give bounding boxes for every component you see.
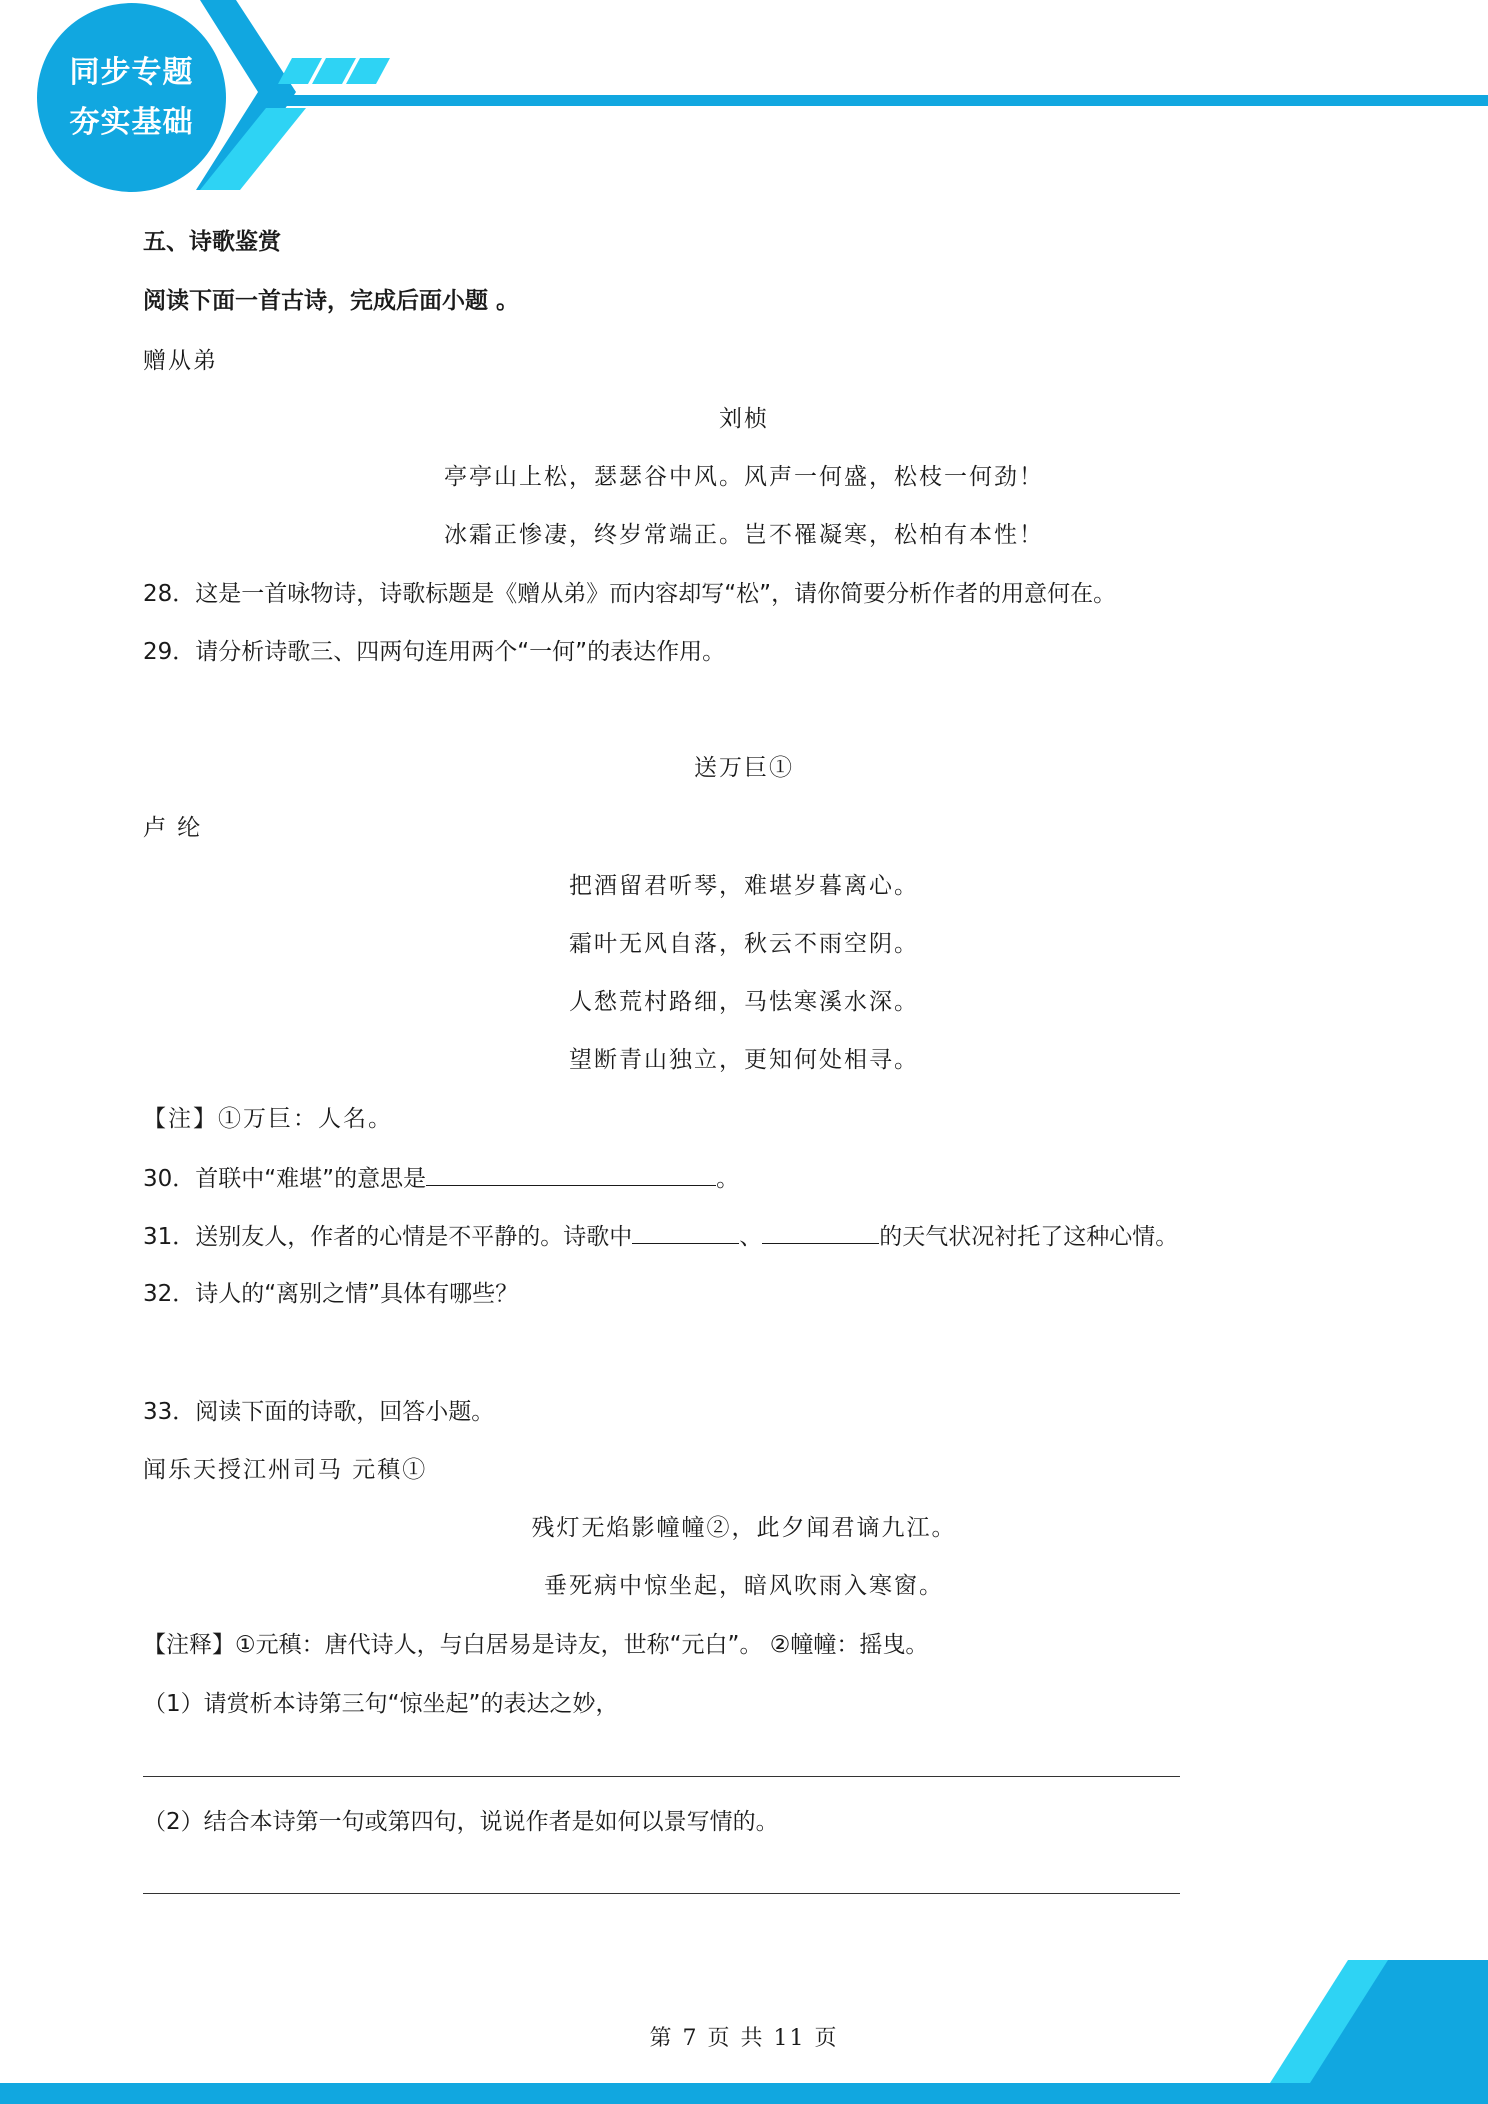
question-30 (143, 1163, 739, 1194)
question-31-separator: 、 (739, 1224, 763, 1250)
poem2-line-2: 霜叶无风自落，秋云不雨空阴。 (569, 931, 919, 957)
question-30-text: 30．首联中“难堪”的意思是 (143, 1166, 427, 1192)
poem2-title: 送万巨① (694, 755, 794, 781)
question-32: 32．诗人的“离别之情”具体有哪些？ (143, 1281, 519, 1307)
question-33-sub-2: （2）结合本诗第一句或第四句，说说作者是如何以景写情的。 (143, 1809, 779, 1835)
answer-blank[interactable] (762, 1221, 879, 1244)
answer-blank[interactable] (632, 1221, 739, 1244)
poem3-line-1: 残灯无焰影幢幢②，此夕闻君谪九江。 (531, 1515, 957, 1541)
answer-blank[interactable] (426, 1163, 716, 1186)
question-33-sub-1: （1）请赏析本诗第三句“惊坐起”的表达之妙， (143, 1691, 619, 1717)
poem1-title: 赠从弟 (143, 348, 218, 374)
question-28: 28．这是一首咏物诗，诗歌标题是《赠从弟》而内容却写“松”，请你简要分析作者的用意何在。 (143, 581, 1117, 607)
poem2-line-1: 把酒留君听琴，难堪岁暮离心。 (569, 873, 919, 899)
badge-line-2: 夯实基础 (69, 104, 194, 140)
answer-line-2[interactable] (143, 1893, 1180, 1894)
question-31-text: 31．送别友人，作者的心情是不平静的。诗歌中 (143, 1224, 633, 1250)
section-title: 五、诗歌鉴赏 (143, 229, 281, 255)
poem2-note: 【注】①万巨：人名。 (143, 1106, 393, 1132)
badge-line-1: 同步专题 (69, 54, 194, 90)
poem2-line-3: 人愁荒村路细，马怯寒溪水深。 (569, 989, 919, 1015)
poem3-line-2: 垂死病中惊坐起，暗风吹雨入寒窗。 (544, 1573, 944, 1599)
poem1-line-2: 冰霜正惨凄，终岁常端正。岂不罹凝寒，松柏有本性！ (444, 522, 1044, 548)
poem2-author: 卢 纶 (143, 815, 203, 841)
page-number: 第 7 页 共 11 页 (649, 2026, 839, 2051)
question-29: 29．请分析诗歌三、四两句连用两个“一何”的表达作用。 (143, 639, 726, 665)
poem3-heading: 闻乐天授江州司马 元稹① (143, 1457, 428, 1483)
question-30-end: 。 (716, 1166, 740, 1192)
question-33-intro: 33．阅读下面的诗歌，回答小题。 (143, 1399, 495, 1425)
poem1-author: 刘桢 (719, 406, 769, 432)
poem3-note: 【注释】①元稹：唐代诗人，与白居易是诗友，世称“元白”。 ②幢幢：摇曳。 (143, 1632, 929, 1658)
poem1-line-1: 亭亭山上松，瑟瑟谷中风。风声一何盛，松枝一何劲！ (444, 464, 1044, 490)
question-31 (143, 1221, 1178, 1252)
answer-line-1[interactable] (143, 1776, 1180, 1777)
poem2-line-4: 望断青山独立，更知何处相寻。 (569, 1047, 919, 1073)
question-31-end: 的天气状况衬托了这种心情。 (879, 1224, 1179, 1250)
section-instruction: 阅读下面一首古诗，完成后面小题 。 (143, 288, 520, 314)
